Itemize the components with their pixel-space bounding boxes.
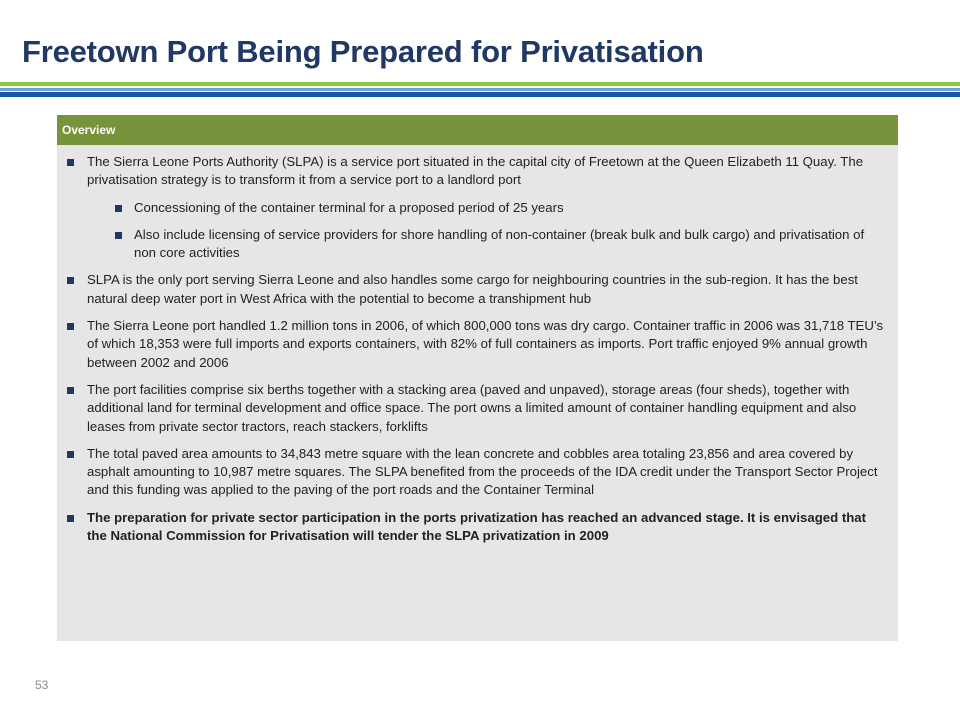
bullet-text: The port facilities comprise six berths together with a stacking area (paved and unpaved), storage areas (four sheds), together with additional land for terminal development and office space. The port owns a limited amount of container handling equipment and also leases from private sector tractors, reach stackers, forklifts	[87, 381, 857, 434]
bullet-item	[67, 381, 888, 436]
square-bullet-icon	[67, 451, 74, 458]
title-rule-light-blue	[0, 88, 960, 91]
sub-bullet-item	[67, 199, 888, 217]
bullet-text: Concessioning of the container terminal for a proposed period of 25 years	[134, 199, 564, 215]
bullet-item	[67, 445, 888, 500]
bullet-item	[67, 153, 888, 190]
bullet-text: The preparation for private sector participation in the ports privatization has reached an advanced stage. It is envisaged that the National Commission for Privatisation will tender the SLPA privatization in 2009	[87, 509, 866, 544]
overview-body	[57, 145, 898, 545]
square-bullet-icon	[67, 159, 74, 166]
overview-header: Overview	[57, 115, 898, 145]
page-number: 53	[35, 678, 49, 692]
bullet-item	[67, 271, 888, 308]
sub-bullet-item	[67, 226, 888, 263]
bullet-item	[67, 317, 888, 372]
square-bullet-icon	[67, 323, 74, 330]
page-title: Freetown Port Being Prepared for Privatisation	[22, 34, 704, 69]
square-bullet-icon	[67, 277, 74, 284]
title-rule-blue	[0, 92, 960, 97]
bullet-text: The Sierra Leone Ports Authority (SLPA) is a service port situated in the capital city of Freetown at the Queen Elizabeth 11 Quay. The privatisation strategy is to transform it from a service port to a landlord port	[87, 154, 864, 188]
bullet-text: SLPA is the only port serving Sierra Leone and also handles some cargo for neighbouring countries in the sub-region. It has the best natural deep water port in West Africa with the potential to become a transhipment hub	[87, 272, 858, 306]
square-bullet-icon	[67, 387, 74, 394]
title-rule-green	[0, 82, 960, 86]
bullet-text: The Sierra Leone port handled 1.2 million tons in 2006, of which 800,000 tons was dry cargo. Container traffic in 2006 was 31,718 TEU’s of which 18,353 were full imports and exports containers, with 82% of full containers as imports. Port traffic enjoyed 9% annual growth between 2002 and 2006	[87, 318, 884, 370]
overview-panel	[57, 115, 898, 641]
bullet-text: Also include licensing of service providers for shore handling of non-container (break bulk and bulk cargo) and privatisation of non core activities	[134, 226, 865, 261]
bullet-item-emphasis	[67, 509, 888, 546]
square-bullet-icon	[67, 515, 74, 522]
bullet-text: The total paved area amounts to 34,843 metre square with the lean concrete and cobbles area totaling 23,856 and area covered by asphalt amounting to 10,987 metre squares. The SLPA benefited from the proceeds of the IDA credit under the Transport Sector Project and this funding was applied to the paving of the port roads and the Container Terminal	[87, 445, 878, 498]
square-bullet-icon	[115, 232, 122, 239]
square-bullet-icon	[115, 205, 122, 212]
